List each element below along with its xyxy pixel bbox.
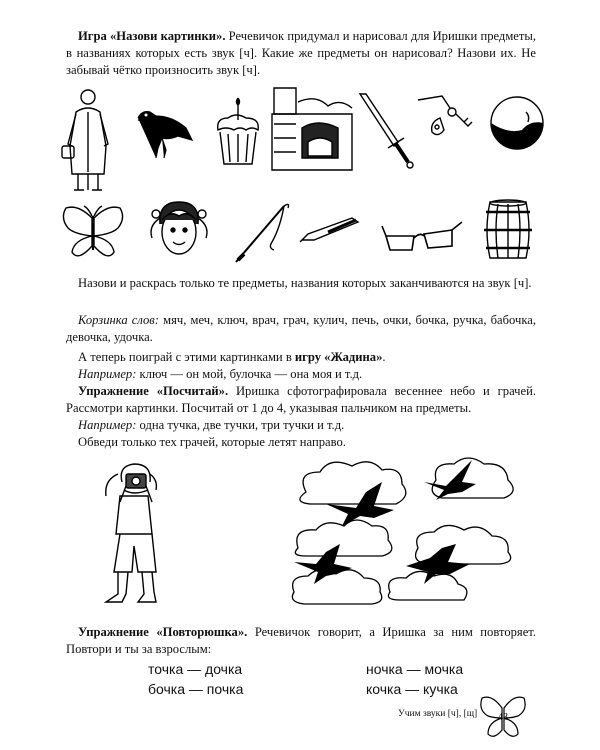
rook-3 [294,544,352,584]
count-example [66,417,536,434]
repeat-text: Речевичок говорит, а Иришка за ним повторяет. Повтори и ты за взрослым: [66,625,536,656]
pair-line: точка — дочка [148,661,243,677]
footer-text: Учим звуки [ч], [щ] [398,709,478,719]
count-example-label: Например: [78,418,137,432]
pair-line: бочка — почка [148,681,244,697]
pairs-right [366,659,463,699]
stove-icon [268,84,356,176]
page-number: 43 [498,712,508,723]
girl-with-camera-illustration [96,460,176,612]
sky-with-rooks-illustration [286,452,522,620]
greedy-end: . [382,350,386,364]
greedy-example-label: Например: [78,367,137,381]
count-text: Иришка сфотографировала весеннее небо и грачей. Рассмотри картинки. Посчитай от 1 до 4, указывая пальчиком на предметы. [66,384,536,415]
greedy-paragraph [66,349,536,366]
doctor-icon [60,86,116,194]
sword-icon [356,90,416,170]
greedy-example [66,366,536,383]
greedy-game: игру «Жадина» [294,350,383,364]
greedy-text: А теперь поиграй с этими картинками в [78,350,295,364]
basket-words: мяч, меч, ключ, врач, грач, кулич, печь, очки, бочка, ручка, бабочка, девочка, удочка. [66,313,537,344]
fishing-rod-icon [232,198,292,268]
glasses-icon [380,216,464,256]
rook-1 [424,460,476,500]
greedy-example-text: ключ — он мой, булочка — она моя и т.д. [136,367,363,381]
barrel-icon [480,198,536,262]
basket-paragraph [66,312,536,346]
basket-label: Корзинка слов: [78,313,159,327]
page-number-butterfly-icon [478,694,528,747]
count-paragraph [66,383,536,417]
rook-4 [406,544,470,584]
pair-line: ночка — мочка [366,661,464,677]
cloud-3 [295,520,392,556]
repeat-title: Упражнение «Повторюшка». [78,625,248,639]
cloud-5 [292,569,381,604]
cloud-1 [300,462,406,504]
count-task: Обведи только тех грачей, которые летят направо. [78,435,346,449]
rook-icon [132,100,194,162]
count-title: Упражнение «Посчитай». [78,384,229,398]
pen-icon [298,214,362,244]
game1-title: Игра «Назови картинки». [78,29,226,43]
game1-text: Речевичок придумал и нарисовал для Иришки предметы, в названиях которых есть звук [ч]. Какие же предметы он нарисовал? Назови их. Не забывай чётко произносить звук [ч]. [66,29,536,77]
key-icon [416,92,478,144]
butterfly-icon [58,204,128,264]
pair-line: кочка — кучка [366,681,458,697]
pairs-left [148,659,243,699]
girl-icon [146,196,212,262]
game1-paragraph [66,28,536,79]
cake-icon [212,96,264,168]
repeat-paragraph [66,624,536,658]
ball-icon [488,94,546,152]
count-example-text: одна тучка, две тучки, три тучки и т.д. [136,418,345,432]
task-paragraph: Назови и раскрась только те предметы, названия которых заканчиваются на звук [ч]. [78,276,532,290]
